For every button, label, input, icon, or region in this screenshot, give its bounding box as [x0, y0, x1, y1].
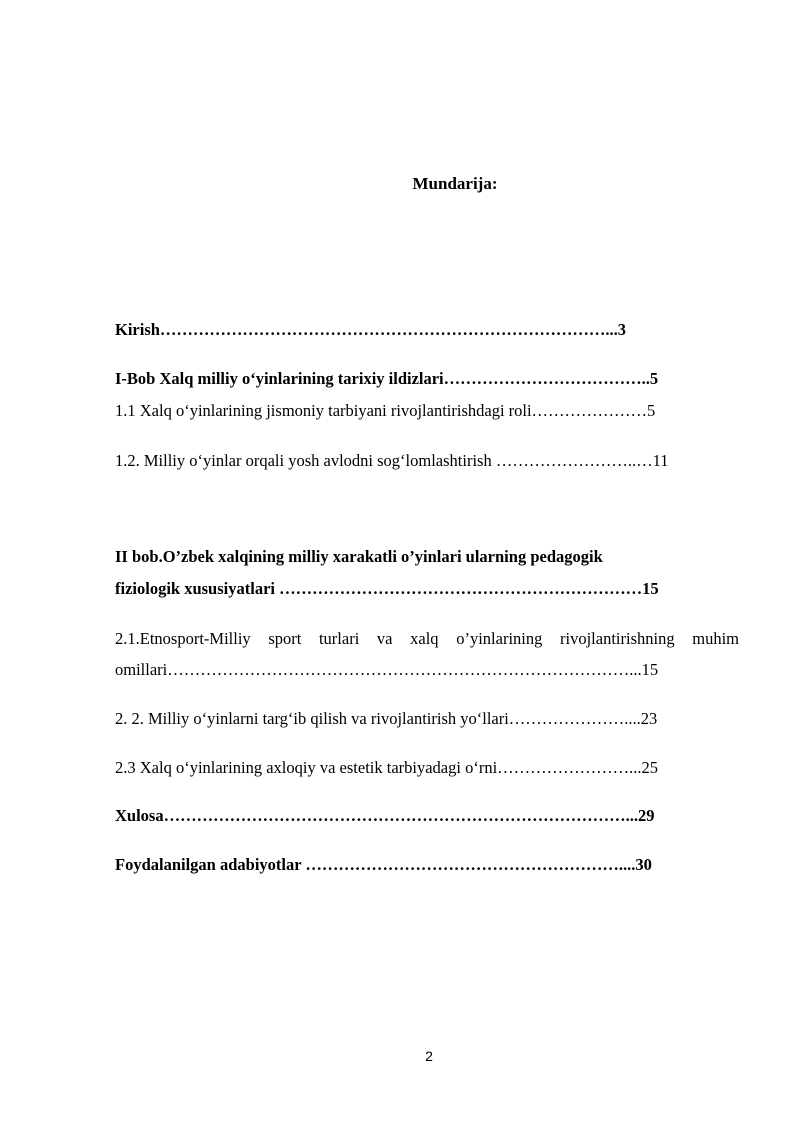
toc-entry-section-1-2: 1.2. Milliy o‘yinlar orqali yosh avlodni sog‘lomlashtirish ……………………..…11: [115, 451, 669, 470]
toc-entry-section-1-1: 1.1 Xalq o‘yinlarining jismoniy tarbiyani rivojlantirishdagi roli…………………5: [115, 401, 656, 420]
toc-entry-section-2-2: 2. 2. Milliy o‘yinlarni targ‘ib qilish va rivojlantirish yo‘llari…………………....23: [115, 709, 658, 728]
toc-entry-xulosa: Xulosa…………………………………………………………………………...29: [115, 806, 655, 825]
toc-entry-section-2-1-line2: omillari…………………………………………………………………………...15: [115, 660, 659, 679]
toc-entry-kirish: Kirish………………………………………………………………………...3: [115, 320, 627, 339]
toc-entry-chapter-2-line1: II bob.O’zbek xalqining milliy xarakatli o’yinlari ularning pedagogik: [115, 547, 603, 566]
toc-entry-chapter-1: I-Bob Xalq milliy o‘yinlarining tarixiy ildizlari………………………………..5: [115, 369, 659, 388]
toc-entry-references: Foydalanilgan adabiyotlar …………………………………………………....30: [115, 855, 652, 874]
page-number: 2: [425, 1048, 433, 1064]
page-title: Mundarija:: [412, 174, 498, 193]
toc-entry-section-2-3: 2.3 Xalq o‘yinlarining axloqiy va estetik tarbiyadagi o‘rni……………………...25: [115, 758, 659, 777]
toc-entry-section-2-1-line1: 2.1.Etnosport-Milliy sport turlari va xalq o’yinlarining rivojlantirishning muhim: [115, 629, 739, 648]
toc-entry-chapter-2-line2: fiziologik xususiyatlari …………………………………………………………15: [115, 579, 659, 598]
